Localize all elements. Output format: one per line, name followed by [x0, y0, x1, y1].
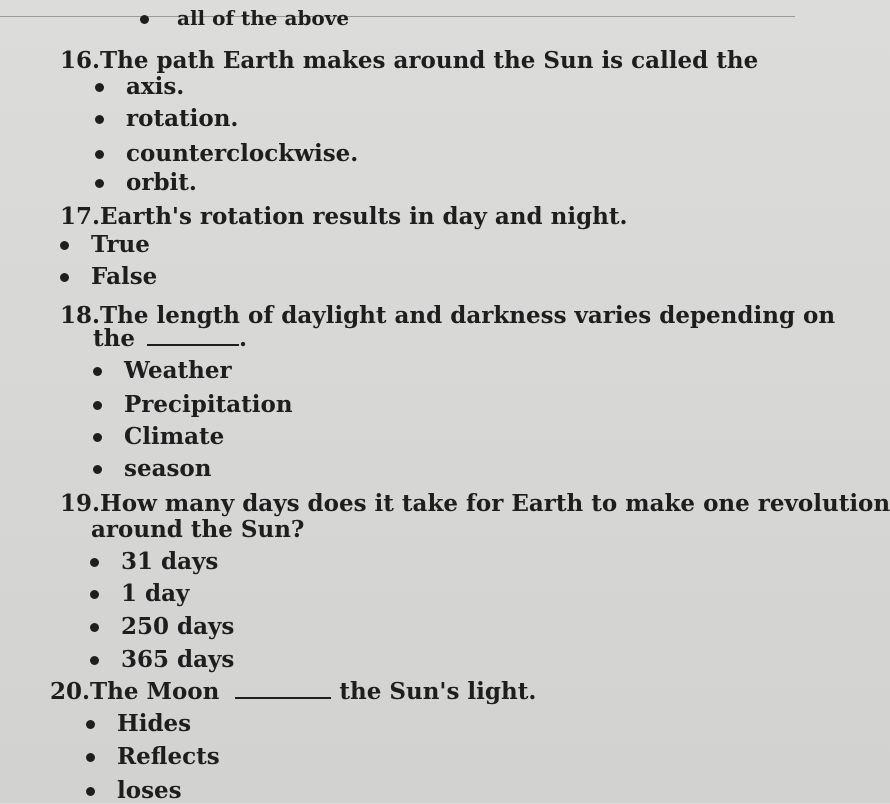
question-text: How many days does it take for Earth to make one revolution [100, 490, 890, 517]
bullet-icon [95, 179, 104, 188]
previous-option-fragment: all of the above [140, 6, 349, 30]
bullet-icon [86, 720, 95, 729]
option-label: Reflects [117, 743, 220, 770]
option-label: season [124, 455, 212, 482]
option-label: loses [117, 777, 182, 804]
question-text: The length of daylight and darkness varies depending on [100, 302, 836, 329]
bullet-icon [90, 623, 99, 632]
question-text-continued: the [93, 325, 135, 352]
bullet-icon [93, 401, 102, 410]
bullet-icon [86, 753, 95, 762]
option-18-d[interactable] [93, 456, 212, 482]
bullet-icon [90, 656, 99, 665]
question-number: 18. [60, 302, 101, 329]
option-label: Weather [124, 357, 232, 384]
bullet-icon [60, 273, 69, 282]
option-17-a[interactable] [60, 232, 150, 258]
option-label: rotation. [126, 105, 239, 132]
option-20-b[interactable] [86, 744, 220, 770]
bullet-icon [95, 115, 104, 124]
option-20-a[interactable] [86, 711, 191, 737]
option-label: True [91, 231, 150, 258]
option-18-a[interactable] [93, 358, 232, 384]
question-number: 20. [50, 678, 91, 705]
bullet-icon [140, 15, 149, 24]
option-17-b[interactable] [60, 264, 157, 290]
question-text: The Moon [90, 678, 220, 705]
option-label: 365 days [121, 646, 235, 673]
option-label: False [91, 263, 158, 290]
bullet-icon [90, 558, 99, 567]
option-16-a[interactable] [95, 74, 184, 100]
question-text: Earth's rotation results in day and night. [100, 203, 628, 230]
question-19 [60, 491, 890, 517]
option-16-b[interactable] [95, 106, 238, 132]
question-16 [60, 48, 758, 74]
question-17 [60, 204, 628, 230]
option-label: counterclockwise. [126, 140, 359, 167]
bullet-icon [95, 150, 104, 159]
question-19-line2 [91, 517, 304, 543]
fill-in-blank [147, 344, 239, 346]
bullet-icon [90, 590, 99, 599]
option-16-c[interactable] [95, 141, 358, 167]
bullet-icon [93, 433, 102, 442]
option-19-d[interactable] [90, 647, 234, 673]
fill-in-blank [235, 697, 331, 699]
option-label: 31 days [121, 548, 219, 575]
option-19-c[interactable] [90, 614, 234, 640]
question-text-after-blank: the Sun's light. [339, 678, 537, 705]
top-divider-line [0, 16, 795, 17]
question-number: 17. [60, 203, 101, 230]
question-text-continued: around the Sun? [91, 516, 305, 543]
question-text-end: . [239, 325, 248, 352]
option-18-c[interactable] [93, 424, 224, 450]
question-18-line2 [93, 326, 247, 352]
option-18-b[interactable] [93, 392, 293, 418]
bullet-icon [93, 367, 102, 376]
question-20 [50, 679, 536, 705]
option-19-b[interactable] [90, 581, 189, 607]
option-label: orbit. [126, 169, 197, 196]
option-label: Precipitation [124, 391, 293, 418]
option-label: axis. [126, 73, 185, 100]
bullet-icon [95, 83, 104, 92]
question-text: The path Earth makes around the Sun is called the [100, 47, 759, 74]
bullet-icon [86, 787, 95, 796]
option-label: 1 day [121, 580, 190, 607]
question-number: 19. [60, 490, 101, 517]
bullet-icon [93, 465, 102, 474]
option-19-a[interactable] [90, 549, 218, 575]
option-label: Hides [117, 710, 192, 737]
option-label: 250 days [121, 613, 235, 640]
option-20-c[interactable] [86, 778, 182, 804]
bullet-icon [60, 241, 69, 250]
option-label: Climate [124, 423, 225, 450]
question-number: 16. [60, 47, 101, 74]
option-16-d[interactable] [95, 170, 197, 196]
